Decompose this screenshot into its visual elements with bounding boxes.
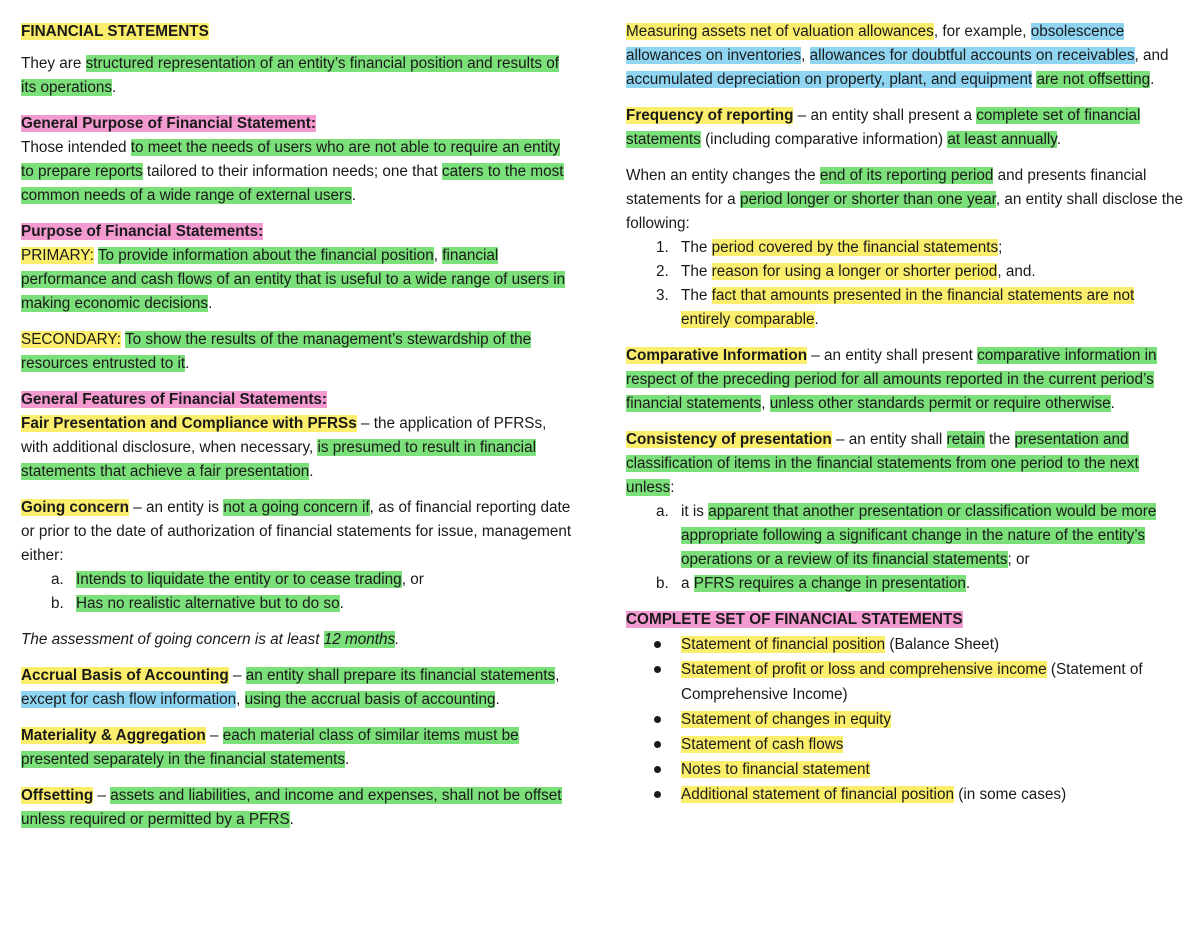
highlight: Has no realistic alternative but to do so [76,595,340,612]
highlight: reason for using a longer or shorter period [711,263,998,280]
highlight: presentation and classification of items in the financial statements from one period to the next unless [626,431,1139,496]
highlight: Statement of changes in equity [681,711,892,728]
term-comparative: Comparative Information [626,347,808,364]
highlight: caters to the most common needs of a wide range of external users [21,163,564,204]
highlight: 12 months [323,631,396,648]
highlight: structured representation of an entity’s financial position and results of its operations [21,55,559,96]
highlight: accumulated depreciation on property, plant, and equipment [626,71,1033,88]
list-item [626,782,1186,807]
highlight: financial performance and cash flows of an entity that is useful to a wide range of users in making economic decisions [21,247,566,312]
highlight: Statement of cash flows [681,736,844,753]
bullet-icon [654,791,661,798]
highlight: an entity shall prepare its financial statements [245,667,556,684]
highlight: apparent that another presentation or classification would be more appropriate following a significant change in the nature of the entity’s operations or a review of its financial statements [681,503,1157,568]
heading-complete-set: COMPLETE SET OF FINANCIAL STATEMENTS [626,611,963,628]
highlight: Intends to liquidate the entity or to cease trading [76,571,402,588]
list-item [626,707,1186,732]
text: – an entity shall present a [793,107,977,124]
bullet-icon [654,641,661,648]
text: a [681,575,694,592]
section-financial-statements [21,20,577,44]
text: , [761,395,770,412]
term-going-concern: Going concern [21,499,129,516]
highlight: Statement of financial position [681,636,886,653]
text: . [1150,71,1155,88]
text: . [309,463,314,480]
secondary-label: SECONDARY: [21,331,122,348]
text: Those intended [21,139,131,156]
text: , or [401,571,424,588]
list-item [626,632,1186,657]
text: , as of financial reporting date or prior to the date of authorization of financial statements for issue, management either: [21,499,572,564]
right-column [626,20,1186,819]
text: ; or [1007,551,1030,568]
text: . [395,631,400,648]
text: . [111,79,117,96]
text: and presents financial statements for a [626,167,1147,208]
bullet-icon [654,766,661,773]
highlight: obsolescence allowances on inventories [626,23,1125,64]
list-marker: a. [656,503,669,520]
list-item [626,500,1186,572]
text: : [670,479,675,496]
text: , [555,667,560,684]
text: ; [998,239,1003,256]
term-offsetting: Offsetting [21,787,94,804]
comparative-information [626,344,1186,416]
bullet-icon [654,666,661,673]
measuring-assets [626,20,1186,92]
list-item [626,757,1186,782]
highlight: Statement of profit or loss and comprehensive income [681,661,1047,678]
text: , and. [997,263,1036,280]
disclosure-list [626,236,1186,332]
general-purpose [21,112,577,208]
list-marker: 2. [656,263,669,280]
text: The [681,239,712,256]
text: They are [21,55,86,72]
text: (Statement of Comprehensive Income) [681,661,1143,703]
highlight: unless other standards permit or require otherwise [769,395,1111,412]
highlight: To show the results of the management’s stewardship of the resources entrusted to it [21,331,532,372]
consistency-of-presentation [626,428,1186,500]
text: , for example, [933,23,1031,40]
list-item [626,284,1186,332]
accrual-basis [21,664,577,712]
complete-set-list [626,632,1186,807]
text: . [965,575,971,592]
list-marker: b. [51,595,64,612]
highlight: except for cash flow information [21,691,237,708]
highlight: period longer or shorter than one year [739,191,996,208]
text: , [236,691,245,708]
text: . [339,595,344,612]
highlight: To provide information about the financial position [97,247,434,264]
text: When an entity changes the [626,167,820,184]
highlight: retain [946,431,985,448]
list-item [626,572,1186,596]
text: . [1056,131,1062,148]
highlight: is presumed to result in financial statements that achieve a fair presentation [21,439,536,480]
text: – the application of PFRSs, with additional disclosure, when necessary, [21,415,547,456]
offsetting [21,784,577,832]
term-fair-presentation: Fair Presentation and Compliance with PFRSs [21,415,357,432]
text: – [93,787,111,804]
heading-general-features: General Features of Financial Statements: [21,391,328,408]
text: . [208,295,213,312]
text: . [351,187,357,204]
highlight: at least annually [947,131,1057,148]
list-marker: b. [656,575,669,592]
materiality [21,724,577,772]
text: the [984,431,1015,448]
list-item [626,657,1186,707]
frequency-of-reporting [626,104,1186,152]
heading-purpose: Purpose of Financial Statements: [21,223,264,240]
text: . [814,311,819,328]
text: (in some cases) [953,786,1067,803]
text: . [495,691,500,708]
left-column [21,20,577,844]
purpose-primary [21,220,577,316]
highlight: complete set of financial statements [626,107,1141,148]
text: The [681,263,712,280]
highlight: assets and liabilities, and income and expenses, shall not be offset unless required or permitted by a PFRS [21,787,562,828]
highlight: are not offsetting [1036,71,1151,88]
highlight: each material class of similar items must be presented separately in the financial statements [21,727,519,768]
highlight: to meet the needs of users who are not able to require an entity to prepare reports [21,139,561,180]
list-marker: 1. [656,239,669,256]
list-item [626,732,1186,757]
text: , an entity shall disclose the following: [626,191,1183,232]
purpose-secondary [21,328,577,376]
term-materiality: Materiality & Aggregation [21,727,206,744]
going-concern-list [21,568,577,616]
term-accrual-basis: Accrual Basis of Accounting [21,667,229,684]
text: – an entity shall present [807,347,978,364]
list-item [21,568,577,592]
text: , [801,47,810,64]
text: – [228,667,246,684]
highlight: Additional statement of financial position [681,786,954,803]
reporting-period-change [626,164,1186,236]
bullet-icon [654,716,661,723]
text: – an entity shall [831,431,947,448]
primary-label: PRIMARY: [21,247,94,264]
text: The assessment of going concern is at least [21,631,324,648]
text: (Balance Sheet) [885,636,1000,653]
highlight: allowances for doubtful accounts on receivables [809,47,1135,64]
list-item [21,592,577,616]
general-features [21,388,577,484]
highlight: Measuring assets net of valuation allowances [626,23,934,40]
term-consistency: Consistency of presentation [626,431,832,448]
text: – an entity is [128,499,224,516]
list-item [626,260,1186,284]
bullet-icon [654,741,661,748]
list-marker: 3. [656,287,669,304]
consistency-list [626,500,1186,596]
text: , and [1134,47,1169,64]
text: – [205,727,223,744]
going-concern [21,496,577,568]
term-frequency: Frequency of reporting [626,107,794,124]
text: . [289,811,294,828]
highlight: end of its reporting period [819,167,994,184]
fs-definition [21,52,577,100]
text: . [1110,395,1115,412]
text: , [433,247,443,264]
highlight: using the accrual basis of accounting [244,691,496,708]
highlight: not a going concern if [223,499,370,516]
text: it is [681,503,709,520]
text: The [681,287,712,304]
assessment-note [21,628,577,652]
highlight: period covered by the financial statements [711,239,999,256]
complete-set-heading [626,608,1186,632]
text: (including comparative information) [700,131,948,148]
list-marker: a. [51,571,64,588]
text: . [185,355,190,372]
list-item [626,236,1186,260]
highlight: fact that amounts presented in the financial statements are not entirely comparable [681,287,1135,328]
highlight: comparative information in respect of the preceding period for all amounts reported in the current period’s financial statements [626,347,1157,412]
text: tailored to their information needs; one that [142,163,442,180]
heading-general-purpose: General Purpose of Financial Statement: [21,115,316,132]
highlight: PFRS requires a change in presentation [693,575,966,592]
highlight: Notes to financial statement [681,761,870,778]
heading-financial-statements: FINANCIAL STATEMENTS [21,23,209,40]
text: . [344,751,350,768]
